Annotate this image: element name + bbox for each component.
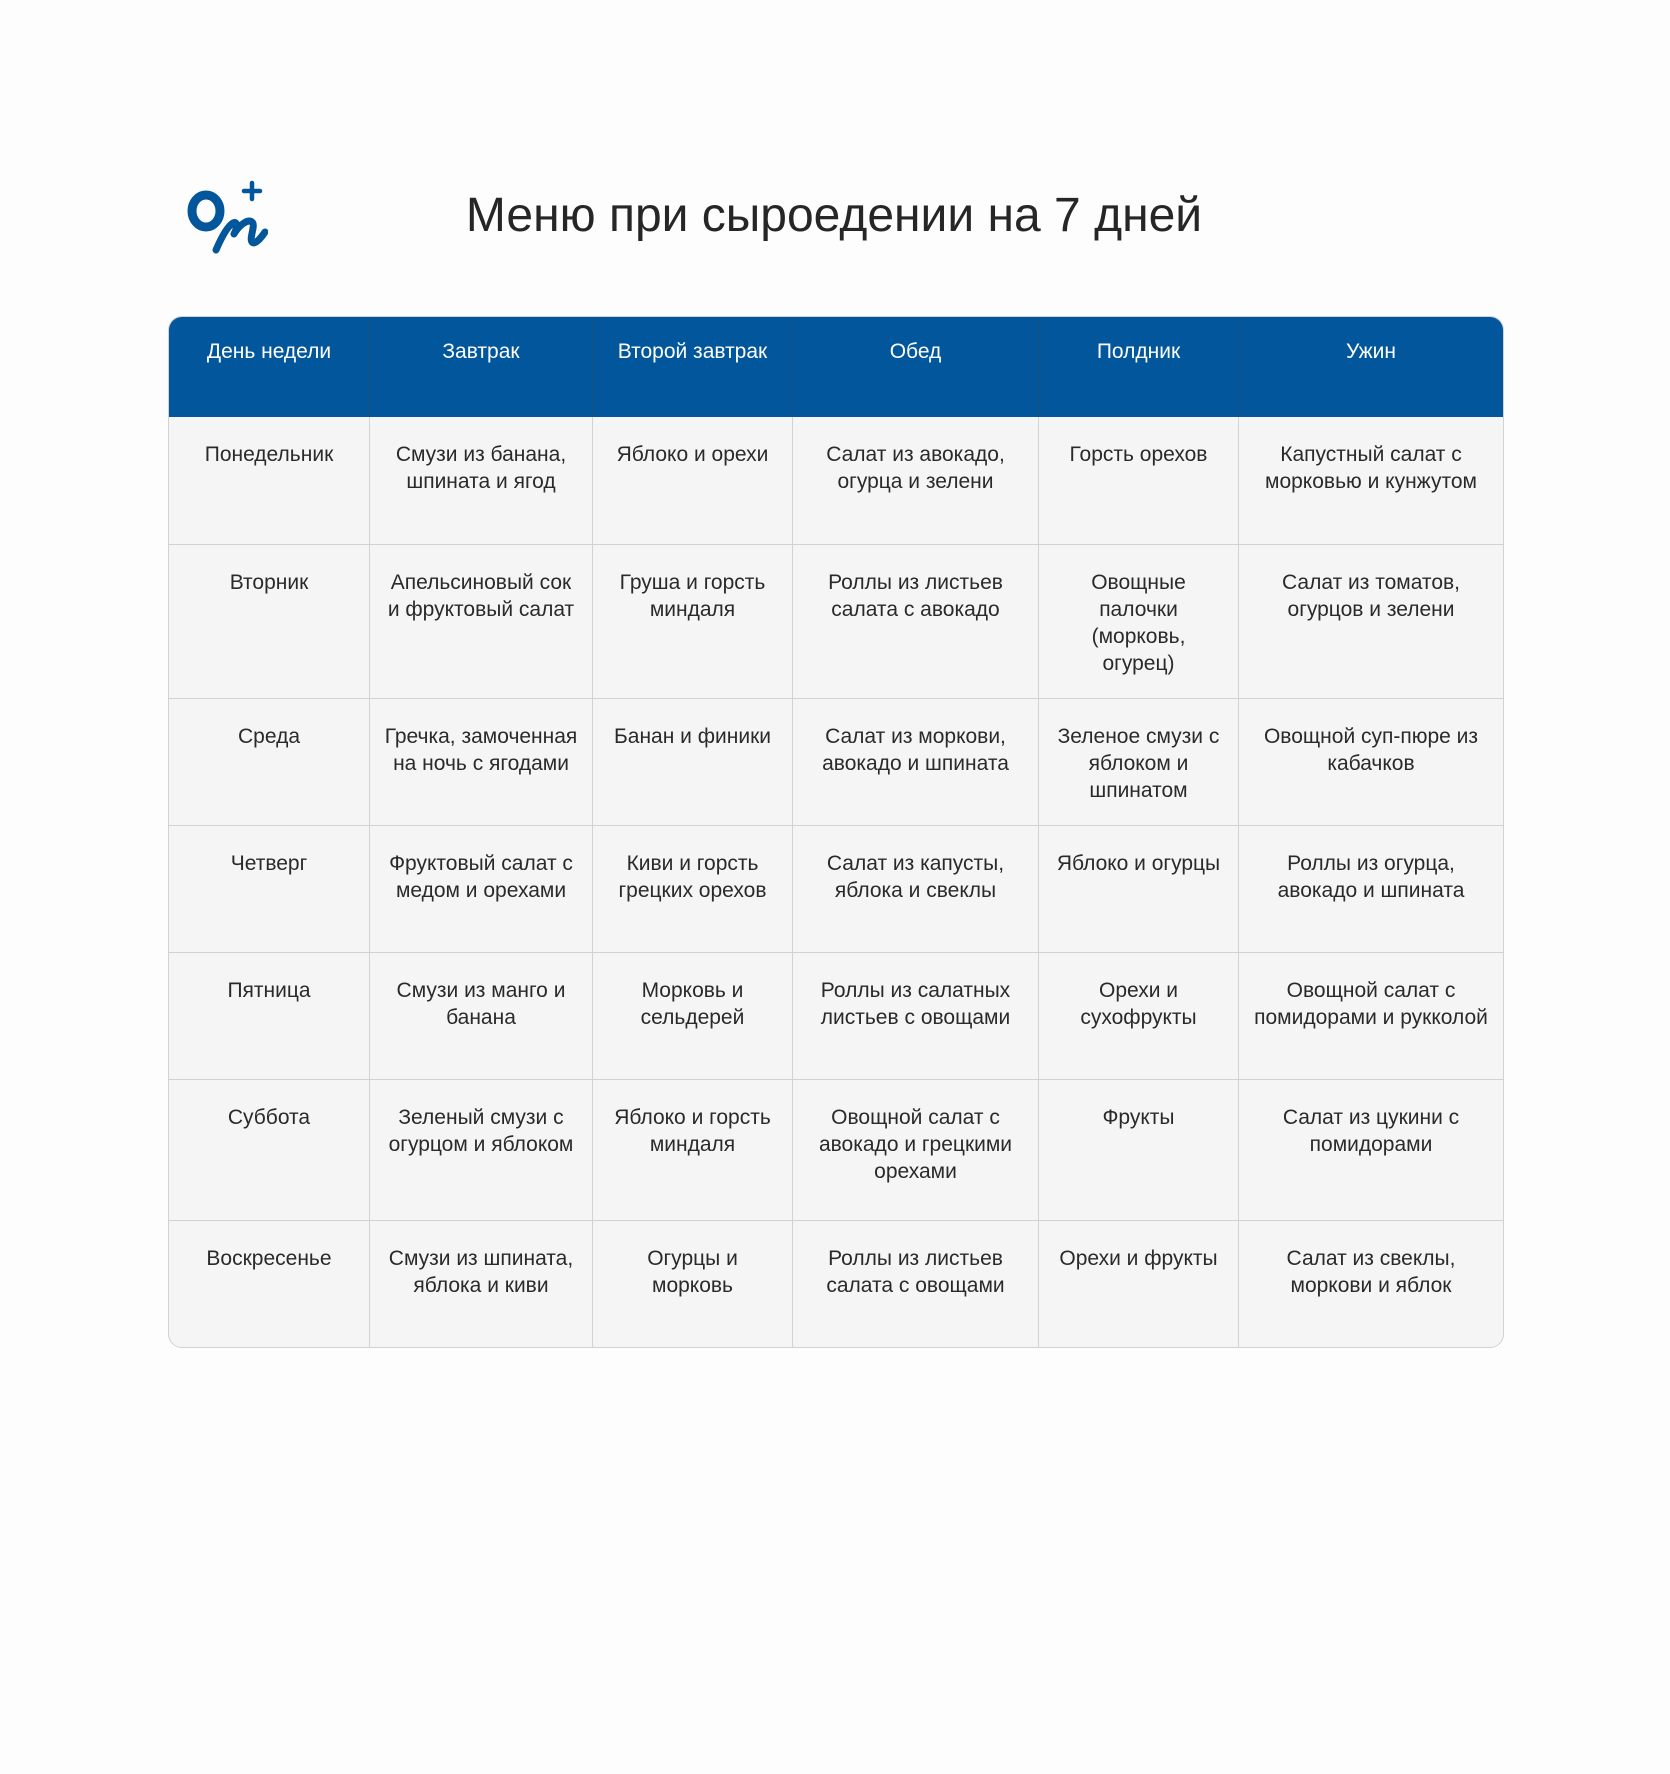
cell-day: Вторник bbox=[169, 544, 369, 698]
table-header-row bbox=[169, 317, 1503, 417]
cell-snack: Горсть орехов bbox=[1038, 417, 1238, 544]
column-header-breakfast: Завтрак bbox=[369, 317, 592, 417]
menu-table bbox=[168, 316, 1504, 1348]
cell-lunch: Овощной салат с авокадо и грецкими орехами bbox=[792, 1079, 1038, 1220]
cell-dinner: Капустный салат с морковью и кунжутом bbox=[1238, 417, 1503, 544]
cell-second-breakfast: Груша и горсть миндаля bbox=[592, 544, 792, 698]
cell-second-breakfast: Киви и горсть грецких орехов bbox=[592, 825, 792, 952]
cell-day: Воскресенье bbox=[169, 1220, 369, 1347]
cell-dinner: Овощной суп-пюре из кабачков bbox=[1238, 698, 1503, 825]
cell-second-breakfast: Морковь и сельдерей bbox=[592, 952, 792, 1079]
cell-snack: Орехи и фрукты bbox=[1038, 1220, 1238, 1347]
cell-snack: Фрукты bbox=[1038, 1079, 1238, 1220]
cell-lunch: Салат из моркови, авокадо и шпината bbox=[792, 698, 1038, 825]
cell-lunch: Салат из авокадо, огурца и зелени bbox=[792, 417, 1038, 544]
cell-snack: Яблоко и огурцы bbox=[1038, 825, 1238, 952]
cell-breakfast: Смузи из шпината, яблока и киви bbox=[369, 1220, 592, 1347]
on-plus-logo-icon bbox=[186, 180, 268, 258]
cell-breakfast: Фруктовый салат с медом и орехами bbox=[369, 825, 592, 952]
cell-snack: Орехи и сухофрукты bbox=[1038, 952, 1238, 1079]
cell-breakfast: Гречка, замоченная на ночь с ягодами bbox=[369, 698, 592, 825]
cell-second-breakfast: Яблоко и орехи bbox=[592, 417, 792, 544]
cell-day: Четверг bbox=[169, 825, 369, 952]
cell-breakfast: Смузи из манго и банана bbox=[369, 952, 592, 1079]
table-row bbox=[169, 1079, 1503, 1220]
cell-lunch: Роллы из листьев салата с авокадо bbox=[792, 544, 1038, 698]
cell-snack: Зеленое смузи с яблоком и шпинатом bbox=[1038, 698, 1238, 825]
column-header-snack: Полдник bbox=[1038, 317, 1238, 417]
cell-lunch: Роллы из листьев салата с овощами bbox=[792, 1220, 1038, 1347]
table-row bbox=[169, 544, 1503, 698]
cell-day: Суббота bbox=[169, 1079, 369, 1220]
table-row bbox=[169, 698, 1503, 825]
cell-day: Понедельник bbox=[204, 443, 334, 466]
column-header-second-breakfast: Второй завтрак bbox=[592, 317, 792, 417]
cell-dinner: Салат из свеклы, моркови и яблок bbox=[1238, 1220, 1503, 1347]
column-header-lunch: Обед bbox=[792, 317, 1038, 417]
cell-dinner: Салат из цукини с помидорами bbox=[1238, 1079, 1503, 1220]
table-row bbox=[169, 1220, 1503, 1347]
cell-second-breakfast: Огурцы и морковь bbox=[592, 1220, 792, 1347]
cell-day: Среда bbox=[169, 698, 369, 825]
cell-breakfast: Зеленый смузи с огурцом и яблоком bbox=[369, 1079, 592, 1220]
cell-second-breakfast: Яблоко и горсть миндаля bbox=[592, 1079, 792, 1220]
cell-second-breakfast: Банан и финики bbox=[592, 698, 792, 825]
cell-dinner: Салат из томатов, огурцов и зелени bbox=[1238, 544, 1503, 698]
cell-snack: Овощные палочки (морковь, огурец) bbox=[1038, 544, 1238, 698]
cell-lunch: Роллы из салатных листьев с овощами bbox=[792, 952, 1038, 1079]
table-row bbox=[169, 417, 1503, 544]
cell-breakfast: Смузи из банана, шпината и ягод bbox=[369, 417, 592, 544]
column-header-day: День недели bbox=[169, 317, 369, 417]
cell-breakfast: Апельсиновый сок и фруктовый салат bbox=[369, 544, 592, 698]
cell-day: Пятница bbox=[169, 952, 369, 1079]
column-header-dinner: Ужин bbox=[1238, 317, 1503, 417]
cell-lunch: Салат из капусты, яблока и свеклы bbox=[792, 825, 1038, 952]
table-row bbox=[169, 825, 1503, 952]
page-title: Меню при сыроедении на 7 дней bbox=[465, 189, 1203, 242]
cell-dinner: Роллы из огурца, авокадо и шпината bbox=[1238, 825, 1503, 952]
cell-dinner: Овощной салат с помидорами и рукколой bbox=[1238, 952, 1503, 1079]
table-row bbox=[169, 952, 1503, 1079]
